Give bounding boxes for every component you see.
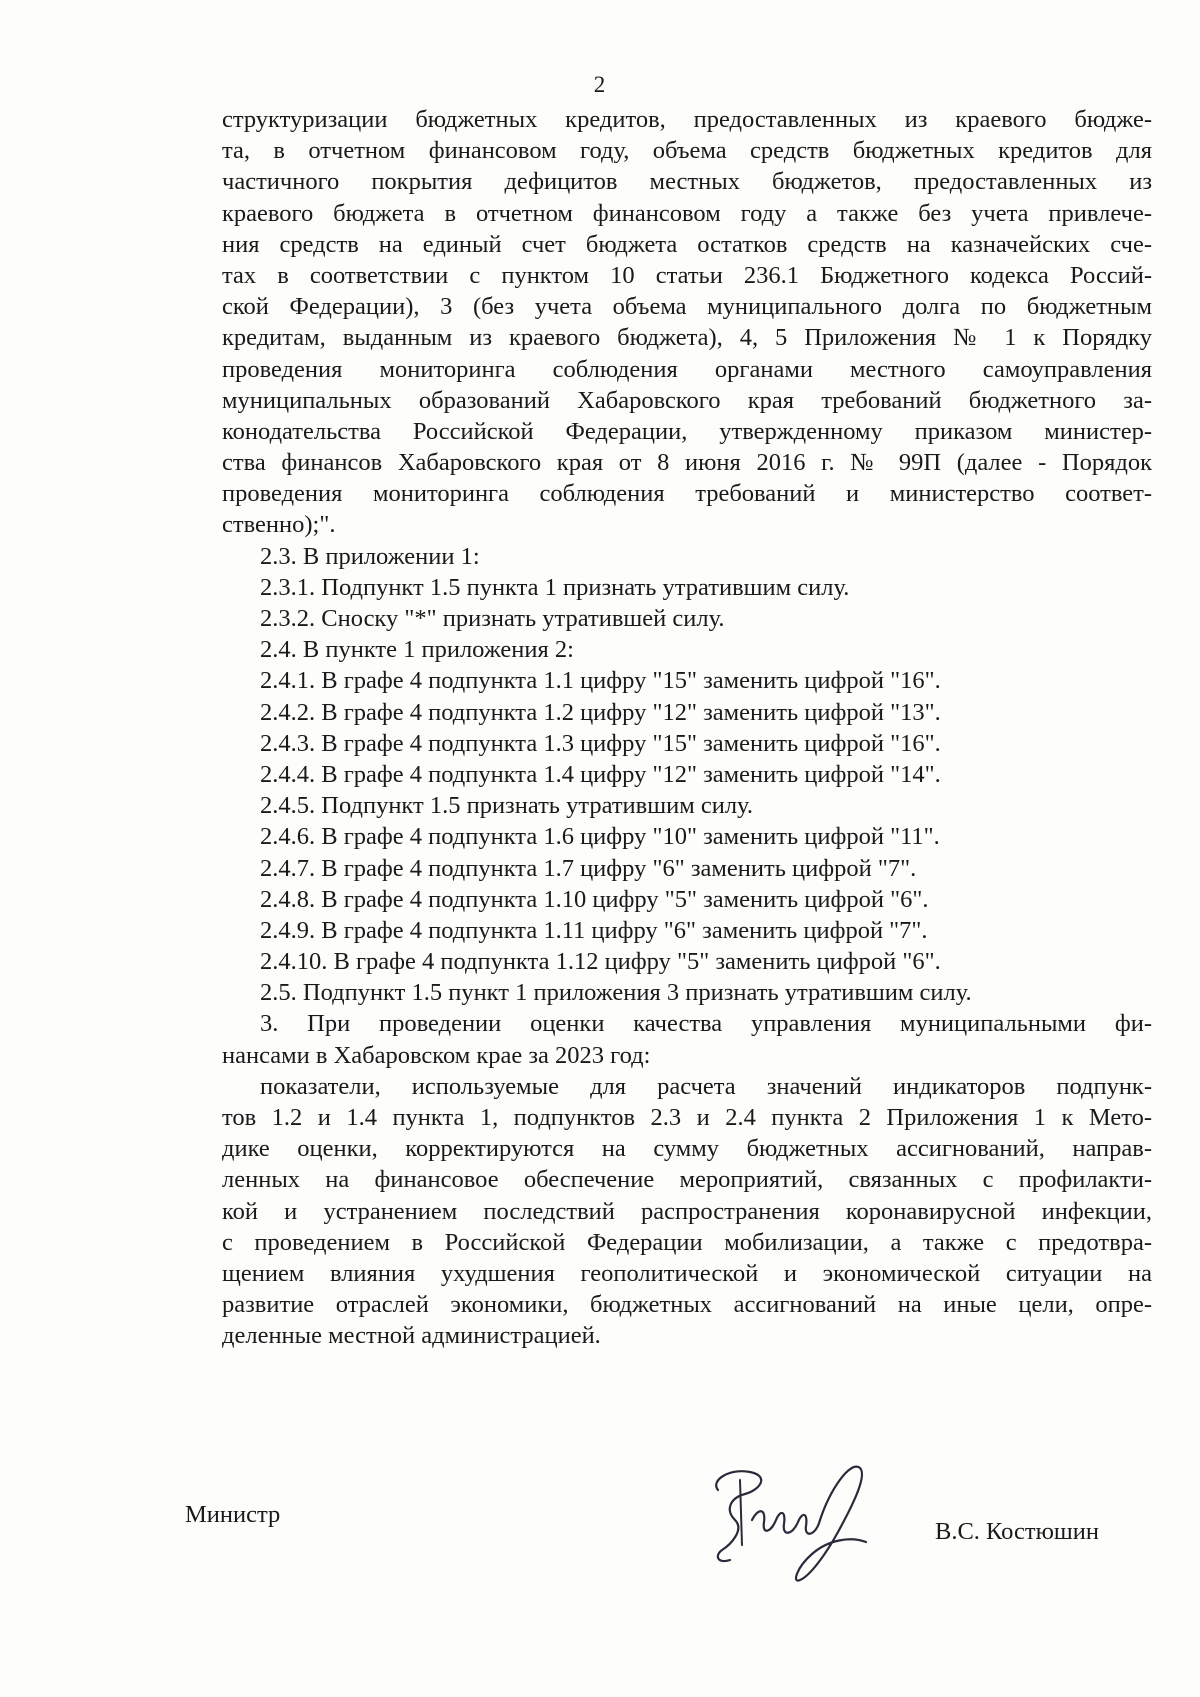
text-line: с проведением в Российской Федерации мобилизации, а также с предотвра-	[222, 1228, 1152, 1256]
text-line: нансами в Хабаровском крае за 2023 год:	[222, 1041, 651, 1069]
signatory-name: В.С. Костюшин	[935, 1518, 1100, 1545]
text-line: ленных на финансовое обеспечение мероприятий, связанных с профилакти-	[222, 1166, 1152, 1194]
signatory-title: Министр	[185, 1501, 281, 1528]
paragraph-indicators	[222, 1071, 1152, 1352]
list-item: 2.4.5. Подпункт 1.5 признать утратившим силу.	[260, 792, 753, 820]
text-line: конодательства Российской Федерации, утвержденному приказом министер-	[222, 417, 1152, 445]
text-line: проведения мониторинга соблюдения органами местного самоуправления	[222, 355, 1152, 383]
text-line: ния средств на единый счет бюджета остатков средств на казначейских сче-	[222, 230, 1152, 258]
text-line: развитие отраслей экономики, бюджетных ассигнований на иные цели, опре-	[222, 1291, 1152, 1319]
text-line: показатели, используемые для расчета значений индикаторов подпунк-	[260, 1072, 1152, 1100]
list-item: 2.4.9. В графе 4 подпункта 1.11 цифру "6" заменить цифрой "7".	[260, 916, 928, 944]
text-line: муниципальных образований Хабаровского края требований бюджетного за-	[222, 386, 1152, 414]
text-line: ственно);".	[222, 511, 336, 539]
list-item: 2.4.10. В графе 4 подпункта 1.12 цифру "5" заменить цифрой "6".	[260, 948, 941, 976]
page-number: 2	[593, 72, 607, 97]
text-line: деленные местной администрацией.	[222, 1322, 601, 1350]
text-line: тов 1.2 и 1.4 пункта 1, подпунктов 2.3 и 2.4 пункта 2 Приложения 1 к Мето-	[222, 1104, 1152, 1131]
text-line: ской Федерации), 3 (без учета объема муниципального долга по бюджетным	[222, 293, 1152, 321]
list-item: 2.4.7. В графе 4 подпункта 1.7 цифру "6" заменить цифрой "7".	[260, 854, 917, 882]
text-line: частичного покрытия дефицитов местных бюджетов, предоставленных из	[222, 168, 1152, 196]
list-item: 2.4.8. В графе 4 подпункта 1.10 цифру "5" заменить цифрой "6".	[260, 885, 929, 913]
list-item: 2.4. В пункте 1 приложения 2:	[260, 636, 574, 664]
paragraph-section-3	[222, 1008, 1152, 1070]
amendment-list	[222, 541, 1152, 1009]
list-item: 2.3.2. Сноску "*" признать утратившей силу.	[260, 605, 725, 632]
list-item: 2.5. Подпункт 1.5 пункт 1 приложения 3 признать утратившим силу.	[260, 979, 972, 1007]
handwritten-signature	[700, 1450, 890, 1590]
text-line: кредитам, выданным из краевого бюджета), 4, 5 Приложения № 1 к Порядку	[222, 324, 1152, 352]
list-item: 2.4.3. В графе 4 подпункта 1.3 цифру "15" заменить цифрой "16".	[260, 729, 941, 757]
list-item: 2.3.1. Подпункт 1.5 пункта 1 признать утратившим силу.	[260, 573, 850, 601]
text-line: дике оценки, корректируются на сумму бюджетных ассигнований, направ-	[222, 1135, 1152, 1163]
list-item: 2.3. В приложении 1:	[260, 542, 480, 570]
list-item: 2.4.1. В графе 4 подпункта 1.1 цифру "15" заменить цифрой "16".	[260, 667, 941, 695]
text-line: та, в отчетном финансовом году, объема средств бюджетных кредитов для	[222, 137, 1152, 165]
text-line: щением влияния ухудшения геополитической и экономической ситуации на	[222, 1259, 1152, 1287]
text-line: кой и устранением последствий распространения коронавирусной инфекции,	[222, 1197, 1152, 1225]
text-line: проведения мониторинга соблюдения требований и министерство соответ-	[222, 480, 1152, 508]
list-item: 2.4.6. В графе 4 подпункта 1.6 цифру "10" заменить цифрой "11".	[260, 823, 940, 851]
text-line: тах в соответствии с пунктом 10 статьи 236.1 Бюджетного кодекса Россий-	[222, 261, 1152, 289]
text-line: краевого бюджета в отчетном финансовом году а также без учета привлече-	[222, 199, 1152, 227]
document-body	[222, 104, 1152, 1352]
text-line: структуризации бюджетных кредитов, предоставленных из краевого бюдже-	[222, 106, 1152, 133]
text-line: 3. При проведении оценки качества управления муниципальными фи-	[260, 1010, 1152, 1038]
list-item: 2.4.4. В графе 4 подпункта 1.4 цифру "12" заменить цифрой "14".	[260, 760, 941, 788]
text-line: ства финансов Хабаровского края от 8 июня 2016 г. № 99П (далее - Порядок	[222, 449, 1152, 477]
list-item: 2.4.2. В графе 4 подпункта 1.2 цифру "12" заменить цифрой "13".	[260, 698, 941, 726]
paragraph-continuation	[222, 104, 1152, 541]
